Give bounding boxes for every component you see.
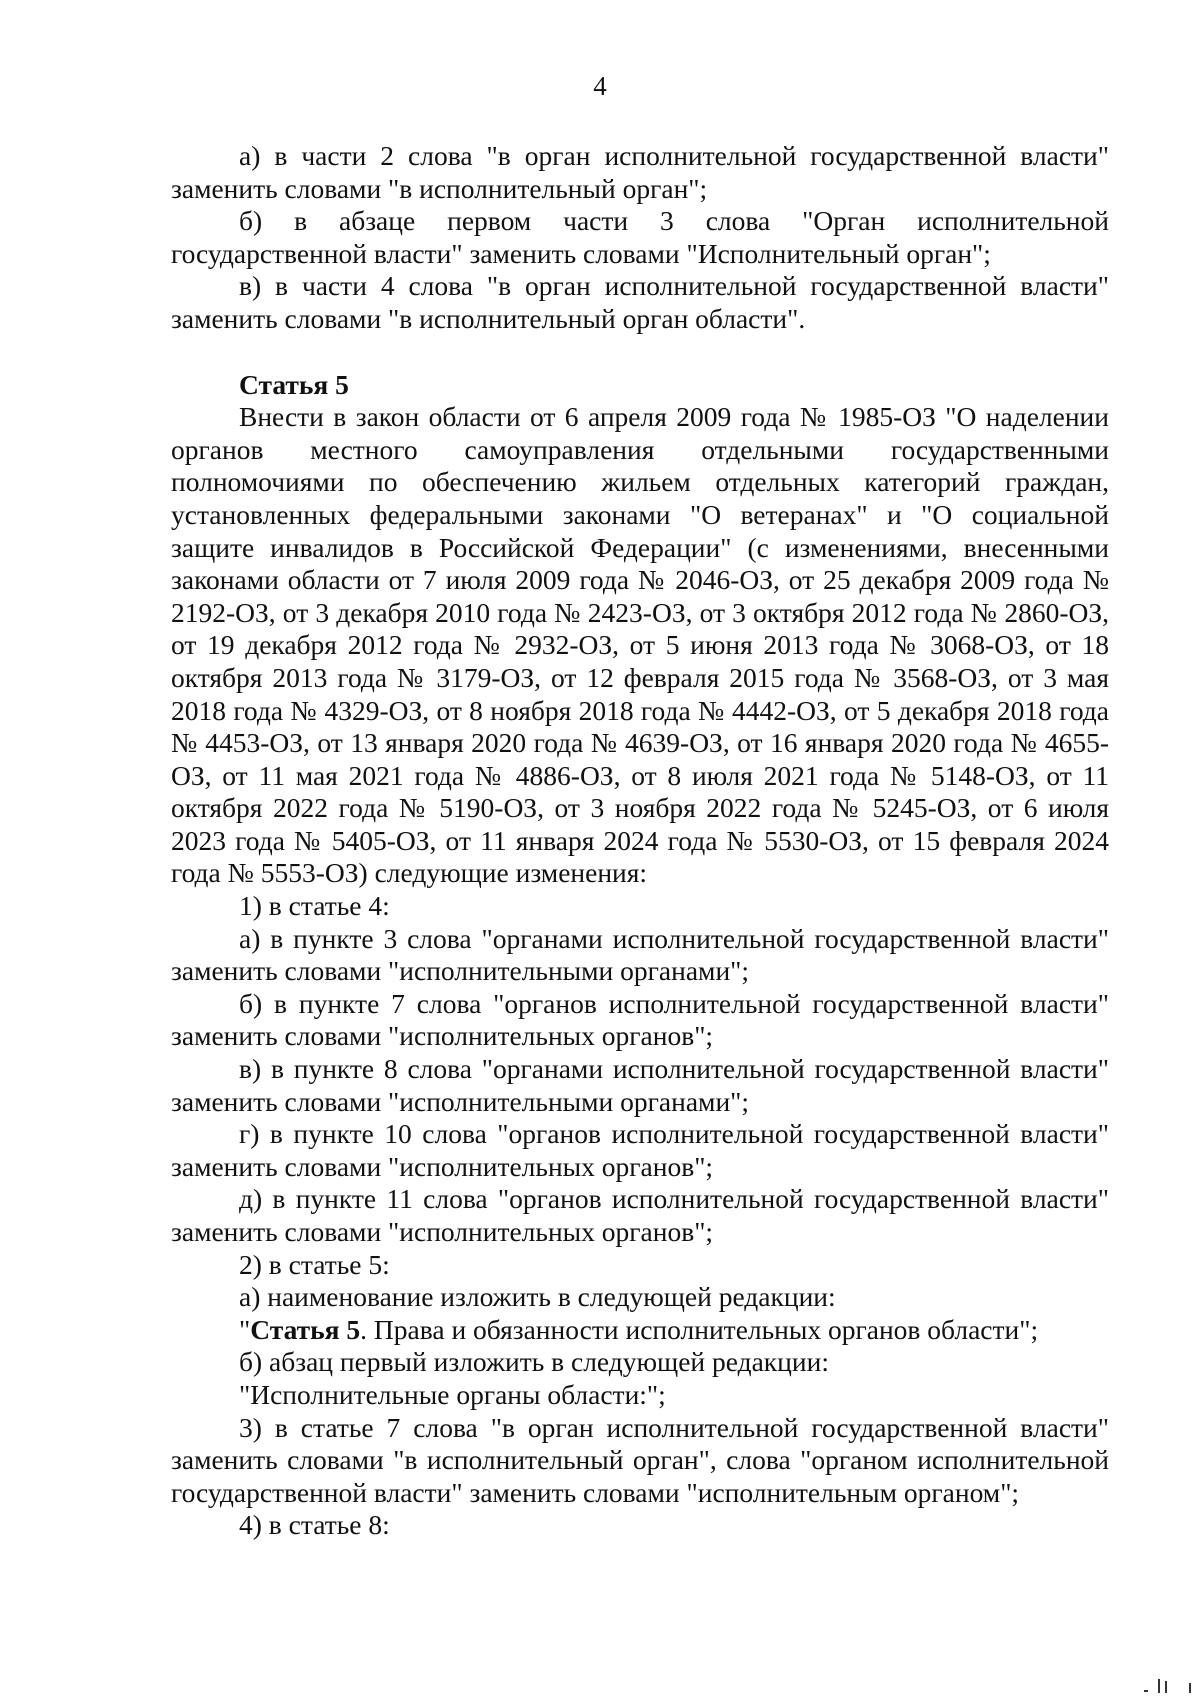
item-1-d: д) в пункте 11 слова "органов исполнительной государственной власти" заменить словами "исполнительных органов"; [171, 1183, 1109, 1247]
item-1-article-4: 1) в статье 4: [239, 890, 390, 922]
item-2-article-5: 2) в статье 5: [239, 1248, 390, 1280]
new-article-title [171, 1314, 1109, 1347]
item-1-b: б) в пункте 7 слова "органов исполнительной государственной власти" заменить словами "исполнительных органов"; [171, 987, 1109, 1052]
item-1-g: г) в пункте 10 слова "органов исполнительной государственной власти" заменить словами "исполнительных органов"; [171, 1118, 1109, 1182]
scan-edge-marks [1014, 1673, 1194, 1693]
item-2-b: б) абзац первый изложить в следующей редакции: [239, 1346, 829, 1378]
item-4-article-8: 4) в статье 8: [239, 1509, 390, 1541]
paragraph-amendment-b: б) в абзаце первом части 3 слова "Орган исполнительной государственной власти" заменить словами "Исполнительный орган"; [171, 205, 1109, 269]
page-number: 4 [593, 71, 607, 101]
item-1-a: а) в пункте 3 слова "органами исполнительной государственной власти" заменить словами "исполнительными органами"; [171, 922, 1109, 987]
item-2-a: а) наименование изложить в следующей редакции: [239, 1281, 836, 1313]
paragraph-amendment-a: а) в части 2 слова "в орган исполнительной государственной власти" заменить словами "в исполнительный орган"; [171, 140, 1109, 204]
article-5-intro: Внести в закон области от 6 апреля 2009 года № 1985-ОЗ "О наделении органов местного самоуправления отдельными государственными полномочиями по обеспечению жильем отдельных категорий граждан, установленных федеральными законами "О ветеранах" и "О социальной защите инвалидов в Российской Федерации" (с изменениями, внесенными законами области от 7 июля 2009 года № 2046-ОЗ, от 25 декабря 2009 года № 2192-ОЗ, от 3 декабря 2010 года № 2423-ОЗ, от 3 октября 2012 года № 2860-ОЗ, от 19 декабря 2012 года № 2932-ОЗ, от 5 июня 2013 года № 3068-ОЗ, от 18 октября 2013 года № 3179-ОЗ, от 12 февраля 2015 года № 3568-ОЗ, от 3 мая 2018 года № 4329-ОЗ, от 8 ноября 2018 года № 4442-ОЗ, от 5 декабря 2018 года № 4453-ОЗ, от 13 января 2020 года № 4639-ОЗ, от 16 января 2020 года № 4655-ОЗ, от 11 мая 2021 года № 4886-ОЗ, от 8 июля 2021 года № 5148-ОЗ, от 11 октября 2022 года № 5190-ОЗ, от 3 ноября 2022 года № 5245-ОЗ, от 6 июля 2023 года № 5405-ОЗ, от 11 января 2024 года № 5530-ОЗ, от 15 февраля 2024 года № 5553-ОЗ) следующие изменения: [171, 401, 1109, 889]
new-article-title-bold: Статья 5 [250, 1313, 361, 1345]
new-article-title-rest: . Права и обязанности исполнительных органов области"; [360, 1313, 1039, 1345]
document-body [171, 140, 1109, 1542]
article-5-heading: Статья 5 [239, 368, 349, 400]
item-1-v: в) в пункте 8 слова "органами исполнительной государственной власти" заменить словами "исполнительными органами"; [171, 1053, 1109, 1117]
quote-open: " [239, 1313, 251, 1345]
new-first-paragraph: "Исполнительные органы области:"; [239, 1378, 666, 1410]
paragraph-amendment-v: в) в части 4 слова "в орган исполнительной государственной власти" заменить словами "в исполнительный орган области". [171, 270, 1109, 334]
item-3-article-7: 3) в статье 7 слова "в орган исполнительной государственной власти" заменить словами "в исполнительный орган", слова "органом исполнительной государственной власти" заменить словами "исполнительным органом"; [171, 1411, 1109, 1508]
